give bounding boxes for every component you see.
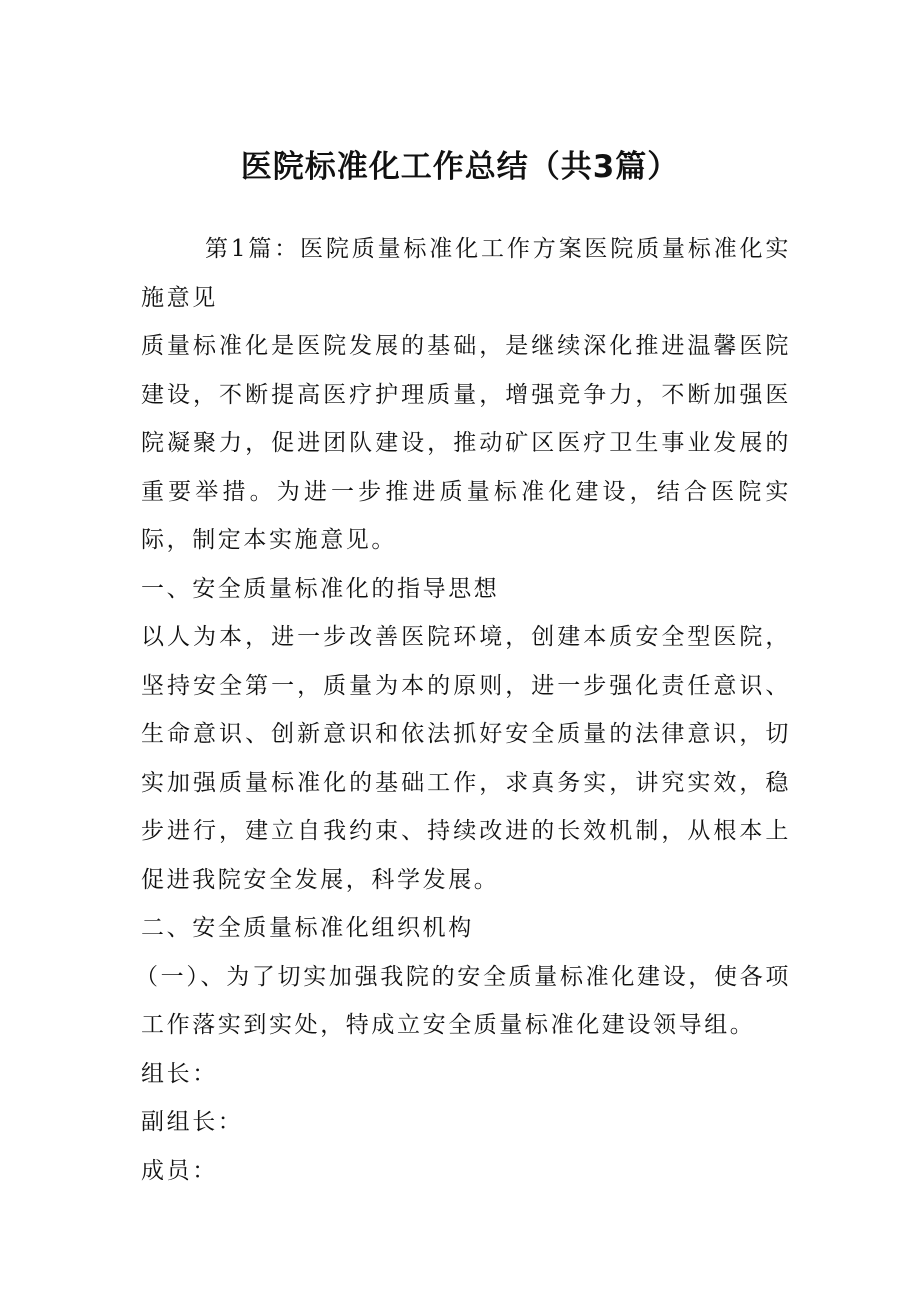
guiding-ideology-paragraph: 以人为本，进一步改善医院环境，创建本质安全型医院，坚持安全第一，质量为本的原则，进一步强化责任意识、生命意识、创新意识和依法抓好安全质量的法律意识，切实加强质量标准化的基础工作，求真务实，讲究实效，稳步进行，建立自我约束、持续改进的长效机制，从根本上促进我院安全发展，科学发展。 [141, 624, 791, 893]
intro-paragraph: 质量标准化是医院发展的基础，是继续深化推进温馨医院建设，不断提高医疗护理质量，增强竞争力，不断加强医院凝聚力，促进团队建设，推动矿区医疗卫生事业发展的重要举措。为进一步推进质量标准化建设，结合医院实际，制定本实施意见。 [141, 333, 791, 553]
heading-organization: 二、安全质量标准化组织机构 [141, 915, 474, 941]
section-heading-part1: 第1篇：医院质量标准化工作方案医院质量标准化实施意见 [141, 236, 791, 311]
organization-paragraph: （一）、为了切实加强我院的安全质量标准化建设，使各项工作落实到实处，特成立安全质量标准化建设领导组。 [135, 963, 791, 1038]
heading-guiding-ideology: 一、安全质量标准化的指导思想 [141, 575, 500, 602]
document-title: 医院标准化工作总结（共3篇） [240, 149, 680, 185]
deputy-leader-line: 副组长： [141, 1109, 244, 1135]
members-line: 成员： [141, 1157, 218, 1184]
document-body [135, 225, 791, 1195]
leader-line: 组长： [141, 1060, 218, 1087]
